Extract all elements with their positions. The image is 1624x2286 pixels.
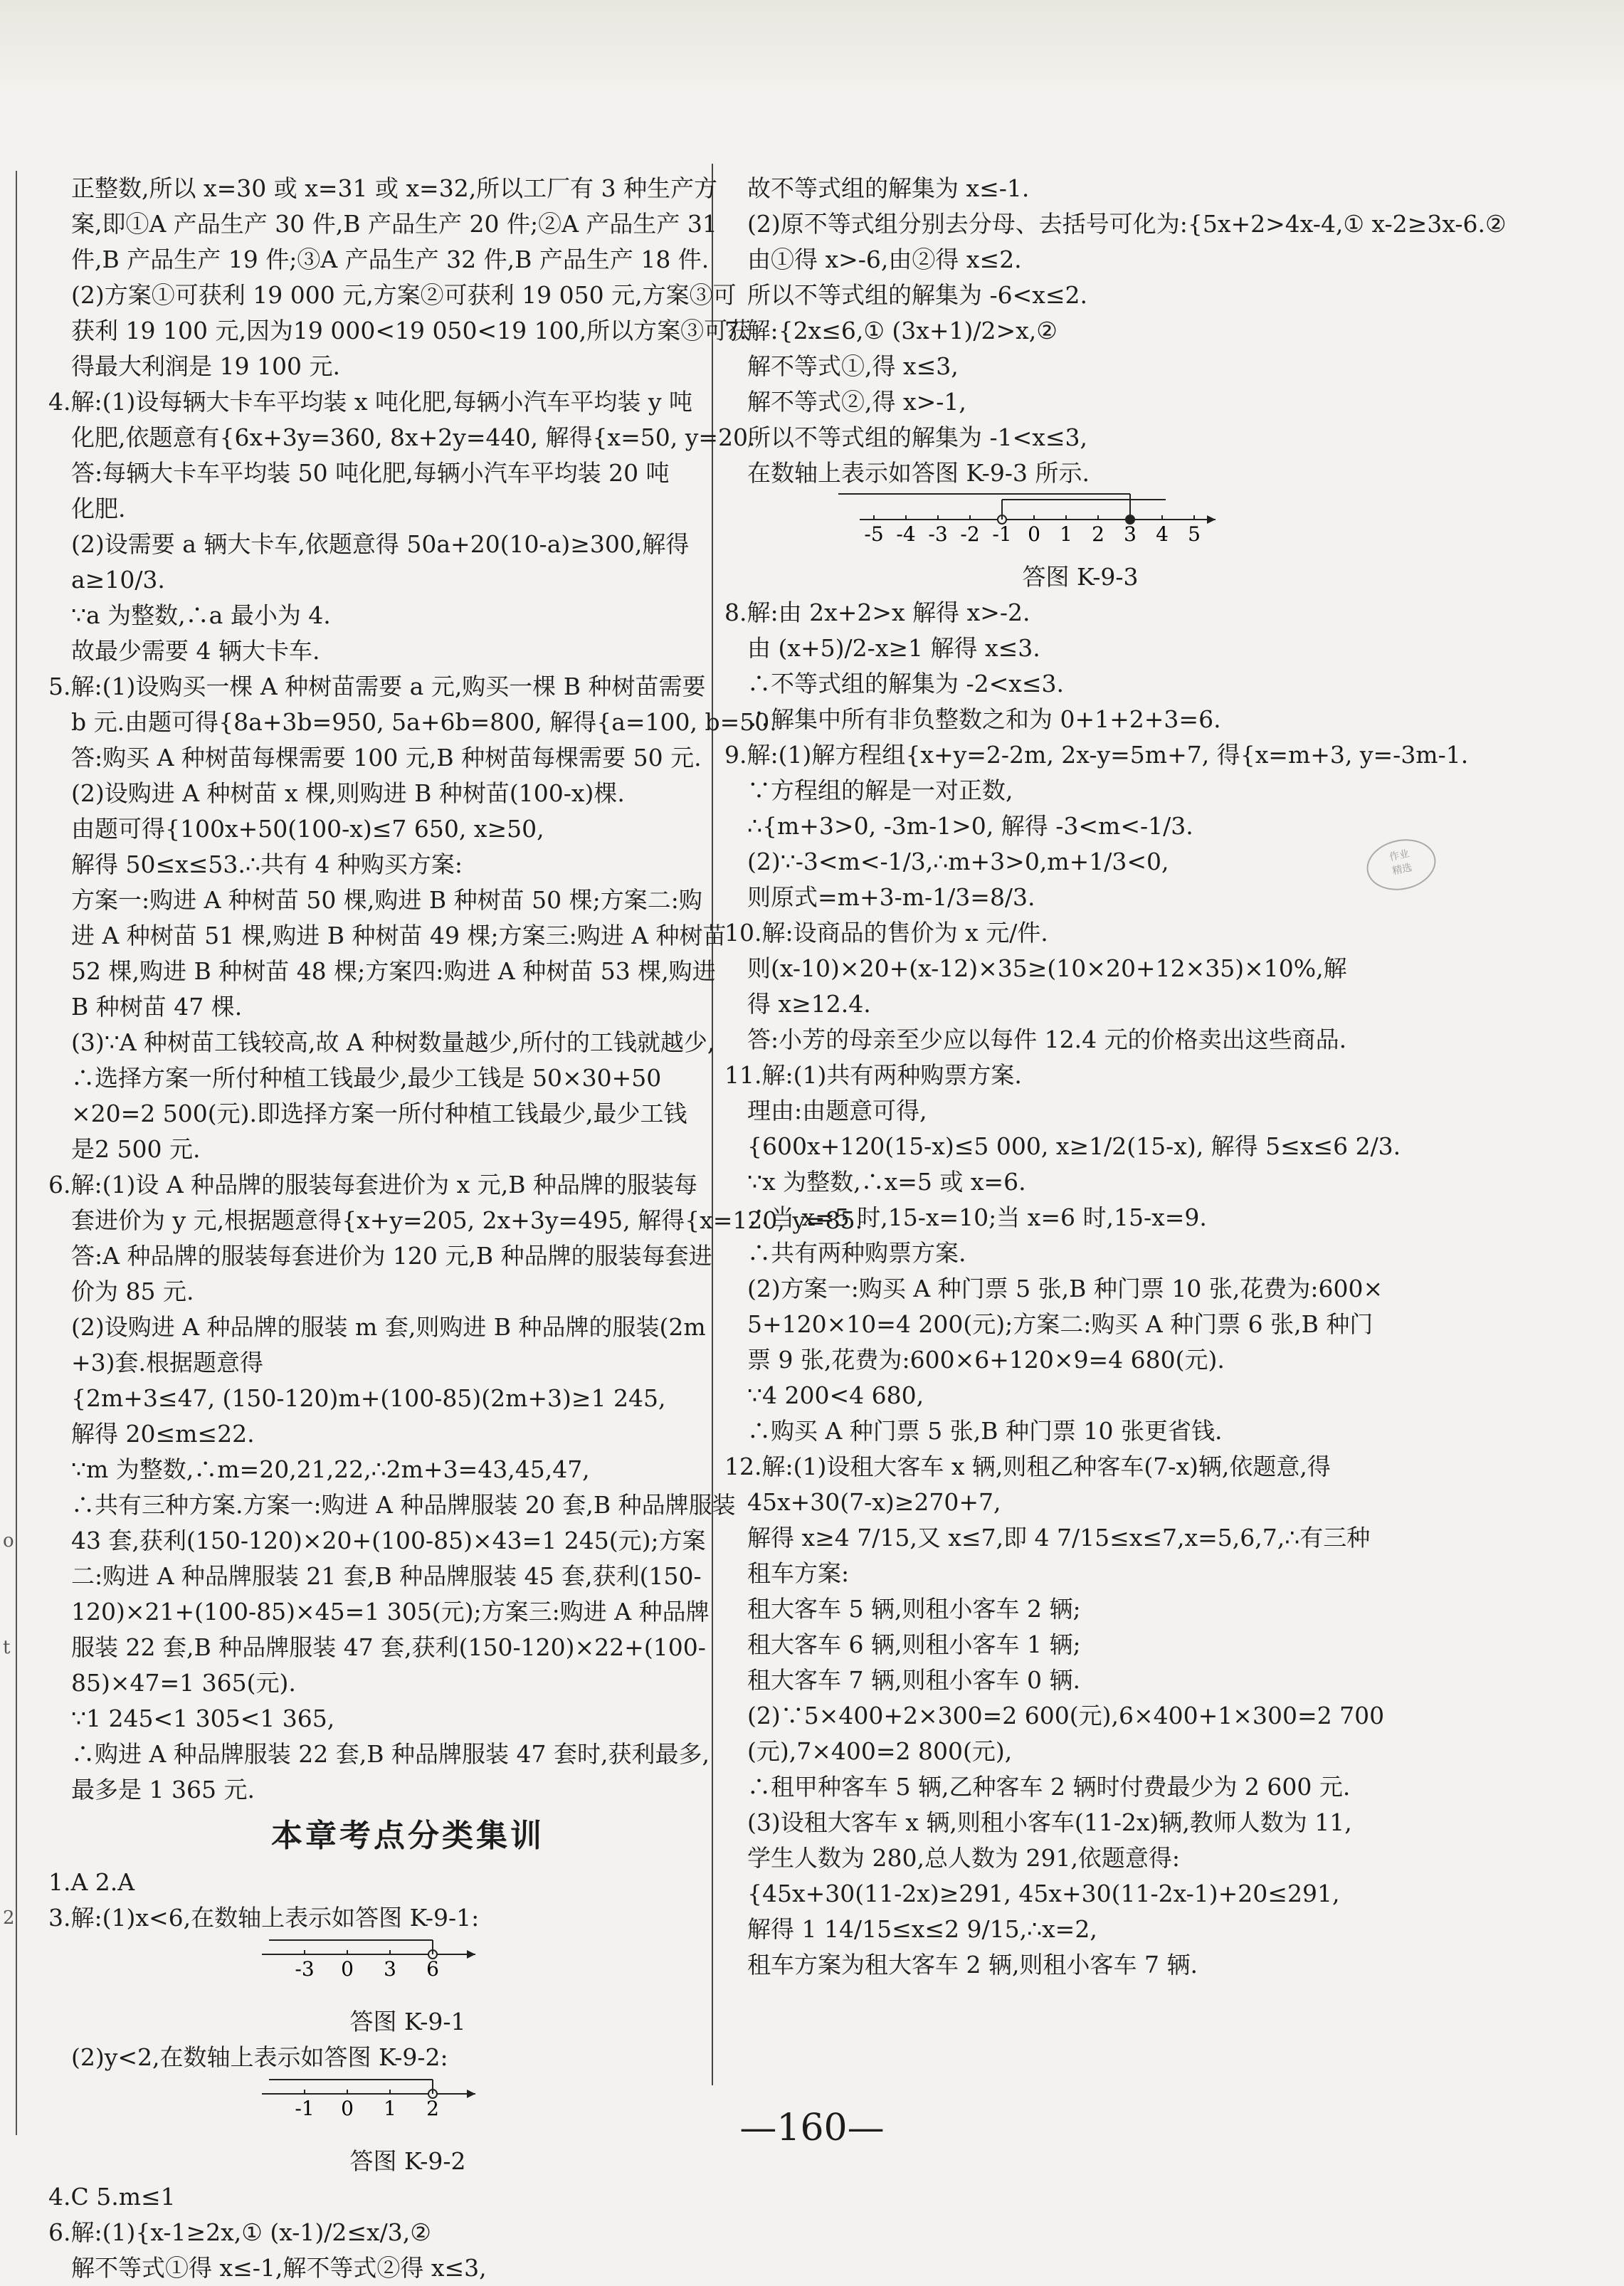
text-line: ∴不等式组的解集为 -2<x≤3. bbox=[747, 670, 1065, 697]
text-line: 件,B 产品生产 19 件;③A 产品生产 32 件,B 产品生产 18 件. bbox=[71, 246, 710, 273]
text-line: ∴购进 A 种品牌服装 22 套,B 种品牌服装 47 套时,获利最多, bbox=[71, 1740, 710, 1768]
text-line: 解得 x≥4 7/15,又 x≤7,即 4 7/15≤x≤7,x=5,6,7,∴有三种 bbox=[747, 1524, 1371, 1552]
tick-label: -1 bbox=[295, 2097, 315, 2120]
text-line: a≥10/3. bbox=[71, 566, 165, 594]
text-line: ∴共有两种购票方案. bbox=[747, 1239, 966, 1267]
text-line: ∵方程组的解是一对正数, bbox=[747, 776, 1013, 804]
text-line: 52 棵,购进 B 种树苗 48 棵;方案四:购进 A 种树苗 53 棵,购进 bbox=[71, 957, 716, 985]
text-line: (2)y<2,在数轴上表示如答图 K-9-2: bbox=[71, 2043, 448, 2071]
text-line: b 元.由题可得{8a+3b=950, 5a+6b=800, 解得{a=100, b=50. bbox=[71, 708, 777, 736]
text-line: ∵a 为整数,∴a 最小为 4. bbox=[71, 601, 331, 629]
tick-label: 2 bbox=[1092, 522, 1104, 546]
text-line: 是2 500 元. bbox=[71, 1135, 201, 1163]
text-line: 得 x≥12.4. bbox=[747, 990, 871, 1018]
text-line: ∵4 200<4 680, bbox=[747, 1381, 924, 1409]
text-line: (2)设购进 A 种品牌的服装 m 套,则购进 B 种品牌的服装(2m bbox=[71, 1313, 706, 1341]
text-line: 租车方案: bbox=[747, 1559, 850, 1587]
text-line: 则原式=m+3-m-1/3=8/3. bbox=[747, 883, 1035, 911]
margin-mark: o bbox=[3, 1530, 14, 1552]
right-column bbox=[724, 171, 1507, 1983]
text-line: 理由:由题意可得, bbox=[747, 1097, 927, 1124]
tick-label: -2 bbox=[960, 522, 980, 546]
text-line: (3)∵A 种树苗工钱较高,故 A 种树数量越少,所付的工钱就越少, bbox=[71, 1028, 715, 1056]
text-line: 学生人数为 280,总人数为 291,依题意得: bbox=[747, 1844, 1181, 1872]
text-line: 5+120×10=4 200(元);方案二:购买 A 种门票 6 张,B 种门 bbox=[747, 1310, 1373, 1338]
text-line: 4.C 5.m≤1 bbox=[48, 2183, 176, 2211]
text-line: ∴购买 A 种门票 5 张,B 种门票 10 张更省钱. bbox=[747, 1417, 1223, 1445]
right-solutions-bottom bbox=[724, 595, 1469, 1983]
text-line: 解不等式①得 x≤-1,解不等式②得 x≤3, bbox=[71, 2254, 487, 2282]
tick-label: 1 bbox=[384, 2097, 396, 2120]
text-line: 答:小芳的母亲至少应以每件 12.4 元的价格卖出这些商品. bbox=[747, 1026, 1347, 1053]
text-line: 43 套,获利(150-120)×20+(100-85)×43=1 245(元);方案 bbox=[71, 1527, 706, 1554]
tick-label: -5 bbox=[864, 522, 884, 546]
left-tail-solutions bbox=[48, 2179, 767, 2286]
text-line: (2)方案一:购买 A 种门票 5 张,B 种门票 10 张,花费为:600× bbox=[747, 1275, 1383, 1302]
text-line: (2)设购进 A 种树苗 x 棵,则购进 B 种树苗(100-x)棵. bbox=[71, 779, 625, 807]
text-line: 正整数,所以 x=30 或 x=31 或 x=32,所以工厂有 3 种生产方 bbox=[71, 174, 718, 202]
text-line: {600x+120(15-x)≤5 000, x≥1/2(15-x), 解得 5≤x≤6 2/3. bbox=[747, 1132, 1401, 1160]
text-line: {2m+3≤47, (150-120)m+(100-85)(2m+3)≥1 245, bbox=[71, 1384, 666, 1412]
text-line: ∴租甲种客车 5 辆,乙种客车 2 辆时付费最少为 2 600 元. bbox=[747, 1773, 1351, 1801]
stamp-mark: 作业 精选 bbox=[1362, 833, 1440, 897]
text-line: 由题可得{100x+50(100-x)≤7 650, x≥50, bbox=[71, 815, 544, 843]
text-line: 解得 20≤m≤22. bbox=[71, 1420, 255, 1448]
text-line: 答:购买 A 种树苗每棵需要 100 元,B 种树苗每棵需要 50 元. bbox=[71, 744, 702, 771]
tick-label: 3 bbox=[1124, 522, 1137, 546]
text-line: (2)原不等式组分别去分母、去括号可化为:{5x+2>4x-4,① x-2≥3x-6.② bbox=[747, 210, 1507, 238]
text-line: 得最大利润是 19 100 元. bbox=[71, 352, 340, 380]
text-line: 10.解:设商品的售价为 x 元/件. bbox=[724, 919, 1048, 947]
text-line: ∴当 x=5 时,15-x=10;当 x=6 时,15-x=9. bbox=[747, 1203, 1207, 1231]
text-line: 6.解:(1){x-1≥2x,① (x-1)/2≤x/3,② bbox=[48, 2218, 431, 2246]
tick-label: -3 bbox=[295, 1957, 315, 1981]
text-line: 所以不等式组的解集为 -1<x≤3, bbox=[747, 423, 1088, 451]
text-line: ∴{m+3>0, -3m-1>0, 解得 -3<m<-1/3. bbox=[747, 812, 1193, 840]
text-line: 租大客车 7 辆,则租小客车 0 辆. bbox=[747, 1666, 1080, 1694]
tick-label: -1 bbox=[992, 522, 1012, 546]
left-lower-solutions bbox=[48, 1865, 767, 1936]
text-line: 进 A 种树苗 51 棵,购进 B 种树苗 49 棵;方案三:购进 A 种树苗 bbox=[71, 922, 727, 949]
text-line: 85)×47=1 365(元). bbox=[71, 1669, 296, 1697]
text-line: 解得 1 14/15≤x≤2 9/15,∴x=2, bbox=[747, 1915, 1097, 1943]
text-line: 解得 50≤x≤53.∴共有 4 种购买方案: bbox=[71, 850, 463, 878]
text-line: 方案一:购进 A 种树苗 50 棵,购进 B 种树苗 50 棵;方案二:购 bbox=[71, 886, 702, 914]
text-line: 套进价为 y 元,根据题意得{x+y=205, 2x+3y=495, 解得{x=120, y=85. bbox=[71, 1206, 863, 1234]
text-line: {45x+30(11-2x)≥291, 45x+30(11-2x-1)+20≤291, bbox=[747, 1880, 1340, 1907]
text-line: 11.解:(1)共有两种购票方案. bbox=[724, 1061, 1022, 1089]
text-line: 租大客车 6 辆,则租小客车 1 辆; bbox=[747, 1631, 1081, 1658]
text-line: 3.解:(1)x<6,在数轴上表示如答图 K-9-1: bbox=[48, 1904, 480, 1932]
text-line: ∵1 245<1 305<1 365, bbox=[71, 1705, 335, 1732]
text-line: 故最少需要 4 辆大卡车. bbox=[71, 637, 320, 665]
caption-k-9-1: 答图 K-9-1 bbox=[349, 2008, 466, 2035]
text-line: ∵x 为整数,∴x=5 或 x=6. bbox=[747, 1168, 1026, 1196]
right-solutions-top bbox=[724, 171, 1507, 491]
tick-label: 1 bbox=[1060, 522, 1072, 546]
text-line: 租车方案为租大客车 2 辆,则租小客车 7 辆. bbox=[747, 1951, 1198, 1979]
text-line: (2)设需要 a 辆大卡车,依题意得 50a+20(10-a)≥300,解得 bbox=[71, 530, 690, 558]
number-line-3-svg bbox=[724, 491, 1436, 559]
text-line: 则(x-10)×20+(x-12)×35≥(10×20+12×35)×10%,解 bbox=[747, 954, 1347, 982]
text-line: (2)∵-3<m<-1/3,∴m+3>0,m+1/3<0, bbox=[747, 848, 1169, 875]
tick-label: 5 bbox=[1188, 522, 1201, 546]
text-line: 12.解:(1)设租大客车 x 辆,则租乙种客车(7-x)辆,依题意,得 bbox=[724, 1453, 1331, 1480]
text-line: 服装 22 套,B 种品牌服装 47 套,获利(150-120)×22+(100- bbox=[71, 1633, 706, 1661]
text-line: ∵m 为整数,∴m=20,21,22,∴2m+3=43,45,47, bbox=[71, 1455, 590, 1483]
number-line-k-9-1 bbox=[48, 1936, 767, 2004]
tick-label: 0 bbox=[1028, 522, 1040, 546]
text-line: 120)×21+(100-85)×45=1 305(元);方案三:购进 A 种品牌 bbox=[71, 1598, 710, 1626]
text-line: 在数轴上表示如答图 K-9-3 所示. bbox=[747, 459, 1090, 487]
margin-mark: t bbox=[3, 1637, 11, 1658]
text-line: 45x+30(7-x)≥270+7, bbox=[747, 1488, 1001, 1516]
text-line: 答:A 种品牌的服装每套进价为 120 元,B 种品牌的服装每套进 bbox=[71, 1242, 712, 1270]
text-line: 解不等式①,得 x≤3, bbox=[747, 352, 959, 380]
tick-label: 3 bbox=[384, 1957, 396, 1981]
text-line: 9.解:(1)解方程组{x+y=2-2m, 2x-y=5m+7, 得{x=m+3, y=-3m-1. bbox=[724, 741, 1469, 769]
tick-label: 4 bbox=[1156, 522, 1169, 546]
text-line: 6.解:(1)设 A 种品牌的服装每套进价为 x 元,B 种品牌的服装每 bbox=[48, 1171, 697, 1199]
tick-label: 0 bbox=[341, 2097, 354, 2120]
text-line: +3)套.根据题意得 bbox=[71, 1349, 264, 1376]
text-line: 最多是 1 365 元. bbox=[71, 1776, 255, 1803]
tick-label: 2 bbox=[426, 2097, 439, 2120]
text-line: ∴解集中所有非负整数之和为 0+1+2+3=6. bbox=[747, 705, 1221, 733]
text-line: (元),7×400=2 800(元), bbox=[747, 1737, 1013, 1765]
text-line: 由①得 x>-6,由②得 x≤2. bbox=[747, 246, 1022, 273]
text-line: 获利 19 100 元,因为19 000<19 050<19 100,所以方案③可获 bbox=[71, 317, 752, 344]
tick-label: -3 bbox=[928, 522, 948, 546]
number-line-k-9-3 bbox=[724, 491, 1436, 559]
text-line: 化肥,依题意有{6x+3y=360, 8x+2y=440, 解得{x=50, y=20. bbox=[71, 423, 756, 451]
text-line: 化肥. bbox=[71, 495, 126, 522]
margin-mark: 2 bbox=[3, 1907, 15, 1929]
page-number: —160— bbox=[739, 2107, 885, 2149]
caption-k-9-3: 答图 K-9-3 bbox=[1022, 563, 1139, 591]
text-line: 解不等式②,得 x>-1, bbox=[747, 388, 966, 416]
tick-label: 6 bbox=[426, 1957, 439, 1981]
tick-label: -4 bbox=[896, 522, 916, 546]
text-line: 故不等式组的解集为 x≤-1. bbox=[747, 174, 1030, 202]
text-line: 价为 85 元. bbox=[71, 1278, 194, 1305]
text-line: (2)方案①可获利 19 000 元,方案②可获利 19 050 元,方案③可 bbox=[71, 281, 737, 309]
caption-k-9-2: 答图 K-9-2 bbox=[349, 2147, 466, 2175]
text-line: 5.解:(1)设购买一棵 A 种树苗需要 a 元,购买一棵 B 种树苗需要 bbox=[48, 673, 706, 700]
text-line: 7.解:{2x≤6,① (3x+1)/2>x,② bbox=[724, 317, 1058, 344]
text-line: 答:每辆大卡车平均装 50 吨化肥,每辆小汽车平均装 20 吨 bbox=[71, 459, 670, 487]
number-line-1-svg bbox=[48, 1936, 475, 2004]
text-line: B 种树苗 47 棵. bbox=[71, 993, 243, 1021]
text-line: ∴选择方案一所付种植工钱最少,最少工钱是 50×30+50 bbox=[71, 1064, 662, 1092]
text-line: 票 9 张,花费为:600×6+120×9=4 680(元). bbox=[747, 1346, 1225, 1374]
text-line: 由 (x+5)/2-x≥1 解得 x≤3. bbox=[747, 634, 1040, 662]
text-line: (3)设租大客车 x 辆,则租小客车(11-2x)辆,教师人数为 11, bbox=[747, 1808, 1352, 1836]
text-line: 案,即①A 产品生产 30 件,B 产品生产 20 件;②A 产品生产 31 bbox=[71, 210, 717, 238]
text-line: (2)∵5×400+2×300=2 600(元),6×400+1×300=2 700 bbox=[747, 1702, 1385, 1729]
binding-edge bbox=[16, 171, 17, 2135]
tick-label: 0 bbox=[341, 1957, 354, 1981]
text-line: 8.解:由 2x+2>x 解得 x>-2. bbox=[724, 599, 1030, 626]
text-line: 二:购进 A 种品牌服装 21 套,B 种品牌服装 45 套,获利(150- bbox=[71, 1562, 702, 1590]
text-line: 租大客车 5 辆,则租小客车 2 辆; bbox=[747, 1595, 1081, 1623]
text-line: ×20=2 500(元).即选择方案一所付种植工钱最少,最少工钱 bbox=[71, 1100, 687, 1127]
text-line: 4.解:(1)设每辆大卡车平均装 x 吨化肥,每辆小汽车平均装 y 吨 bbox=[48, 388, 693, 416]
page-top-noise bbox=[0, 0, 1624, 93]
text-line: 1.A 2.A bbox=[48, 1868, 135, 1896]
section-title: 本章考点分类集训 bbox=[271, 1818, 544, 1854]
text-line: 所以不等式组的解集为 -6<x≤2. bbox=[747, 281, 1088, 309]
text-line: ∴共有三种方案.方案一:购进 A 种品牌服装 20 套,B 种品牌服装 bbox=[71, 1491, 736, 1519]
